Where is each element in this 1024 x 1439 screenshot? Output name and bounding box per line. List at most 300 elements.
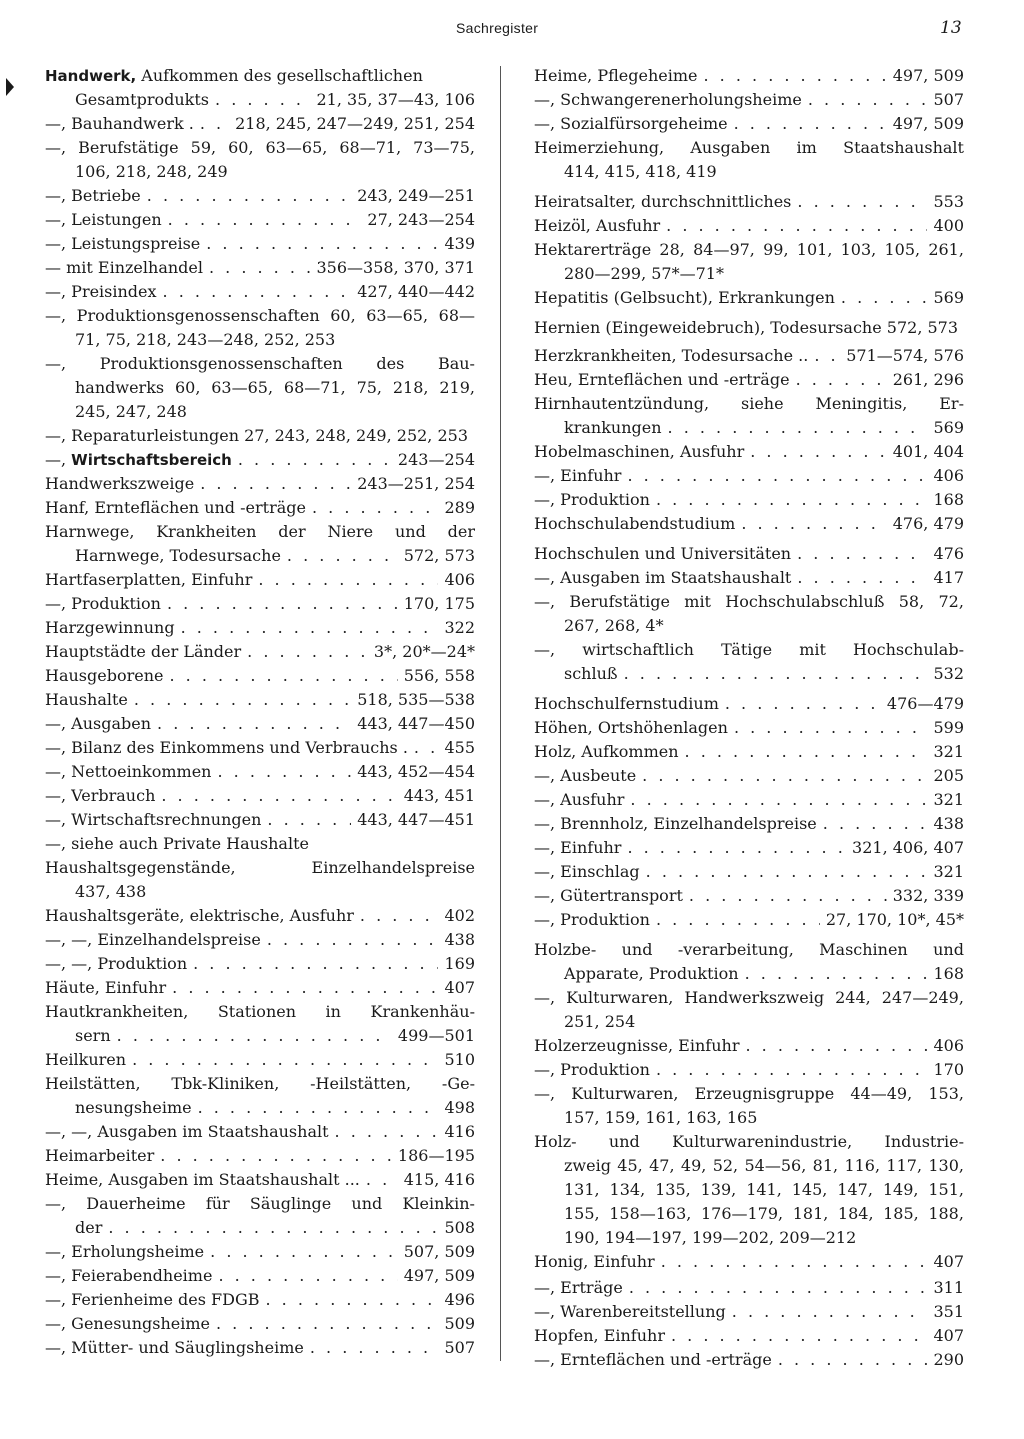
- entry-word: 218,: [392, 378, 429, 397]
- index-entry: [45, 1072, 475, 1120]
- entry-word: 68—: [438, 306, 475, 325]
- entry-continuation-line: [534, 1106, 964, 1130]
- entry-word: Heimerziehung,: [534, 138, 665, 157]
- entry-word: Niere: [327, 522, 374, 541]
- entry-word: Tbk-Kliniken,: [171, 1074, 280, 1093]
- entry-line: [534, 1082, 964, 1106]
- entry-continuation-line: [534, 1226, 964, 1250]
- dot-leader: [732, 1300, 928, 1324]
- dot-leader: [217, 760, 351, 784]
- entry-term: schluß: [564, 664, 618, 683]
- entry-word: 176—179,: [700, 1204, 784, 1223]
- entry-line: [534, 316, 964, 340]
- dot-leader: [172, 976, 438, 1000]
- entry-word: —,: [45, 354, 67, 373]
- entry-word: -Ge-: [441, 1074, 475, 1093]
- entry-term: Heiratsalter, durchschnittliches: [534, 192, 792, 211]
- entry-pages: 402: [444, 906, 475, 925]
- entry-term: Heizöl, Ausfuhr: [534, 216, 661, 235]
- entry-word: handwerks: [75, 378, 165, 397]
- entry-line: [45, 256, 475, 280]
- entry-word: 184,: [837, 1204, 874, 1223]
- entry-pages: 356—358, 370, 371: [316, 258, 475, 277]
- entry-term: —, Ausgaben: [45, 714, 152, 733]
- entry-pages: 509: [444, 1314, 475, 1333]
- entry-line: [45, 280, 475, 304]
- entry-word: Tätige: [721, 640, 773, 659]
- entry-line: [45, 952, 475, 976]
- index-entry: [534, 286, 964, 310]
- entry-term: Hausgeborene: [45, 666, 164, 685]
- dot-leader: [823, 812, 928, 836]
- entry-term: Hopfen, Einfuhr: [534, 1326, 665, 1345]
- entry-word: Maschinen: [819, 940, 908, 959]
- entry-pages: 407: [933, 1326, 964, 1345]
- entry-pages: 415, 416: [403, 1170, 475, 1189]
- entry-word: 139,: [700, 1180, 737, 1199]
- entry-word: 60,: [330, 306, 356, 325]
- entry-pages: 168: [933, 964, 964, 983]
- entry-term: —, Brennholz, Einzelhandelspreise: [534, 814, 817, 833]
- dot-leader: [310, 1336, 439, 1360]
- index-entry: [534, 836, 964, 860]
- entry-word: Kulturwaren,: [571, 1084, 679, 1103]
- entry-term: 414, 415, 418, 419: [564, 162, 717, 181]
- entry-term: Häute, Einfuhr: [45, 978, 167, 997]
- index-entry: [45, 736, 475, 760]
- entry-term: —, Produktion: [45, 594, 161, 613]
- entry-word: —,: [534, 640, 556, 659]
- entry-word: 135,: [655, 1180, 691, 1199]
- index-entry: [45, 568, 475, 592]
- entry-line: [534, 286, 964, 310]
- entry-pages: 518, 535—538: [357, 690, 475, 709]
- entry-word: 58,: [898, 592, 925, 611]
- index-entry: [534, 764, 964, 788]
- entry-pages: 321: [933, 742, 964, 761]
- entry-word: 158—163,: [609, 1204, 692, 1223]
- entry-term: —, Feierabendheime: [45, 1266, 213, 1285]
- entry-word: 147,: [837, 1180, 873, 1199]
- index-entry: [534, 64, 964, 88]
- entry-pages: 169: [444, 954, 475, 973]
- dot-leader: [704, 64, 887, 88]
- entry-term: Hartfaserplatten, Einfuhr: [45, 570, 253, 589]
- entry-pages: 569: [933, 418, 964, 437]
- entry-word: und: [608, 1132, 640, 1151]
- entry-pages: 21, 35, 37—43, 106: [316, 90, 475, 109]
- index-entry: [45, 1264, 475, 1288]
- entry-line: [45, 1120, 475, 1144]
- entry-line: [45, 688, 475, 712]
- index-entry: [45, 304, 475, 352]
- entry-line: [45, 136, 475, 160]
- entry-line: [534, 884, 964, 908]
- entry-word: 63—65,: [366, 306, 429, 325]
- index-entry: [534, 638, 964, 686]
- dot-leader: [160, 1144, 392, 1168]
- entry-line: [534, 1276, 964, 1300]
- entry-word: 244,: [835, 988, 871, 1007]
- entry-line: [534, 1058, 964, 1082]
- entry-continuation-line: [45, 160, 475, 184]
- entry-word: und: [351, 1194, 383, 1213]
- entry-pages: 416: [444, 1122, 475, 1141]
- index-entry: [45, 1312, 475, 1336]
- entry-term: 437, 438: [75, 882, 147, 901]
- entry-pages: 27, 170, 10*, 45*: [825, 910, 964, 929]
- entry-line: [45, 664, 475, 688]
- index-entry: [45, 664, 475, 688]
- entry-pages: 289: [444, 498, 475, 517]
- entry-term: —, Wirtschaftsrechnungen: [45, 810, 262, 829]
- entry-word: Hirnhautentzündung,: [534, 394, 710, 413]
- entry-pages: 497, 509: [403, 1266, 475, 1285]
- index-entry: [534, 716, 964, 740]
- entry-word: 68—71,: [339, 138, 402, 157]
- entry-term: Handwerkszweige: [45, 474, 195, 493]
- entry-word: Holz-: [534, 1132, 577, 1151]
- entry-word: 63—65,: [265, 138, 328, 157]
- entry-word: Einzelhandelspreise: [311, 858, 475, 877]
- index-entry: [45, 1240, 475, 1264]
- dot-leader: [167, 592, 398, 616]
- entry-term: —, Bauhandwerk .: [45, 114, 194, 133]
- entry-term: —, Mütter- und Säuglingsheime: [45, 1338, 304, 1357]
- entry-word: 185,: [883, 1204, 919, 1223]
- entry-word: 81,: [812, 1156, 839, 1175]
- entry-pages: 507: [444, 1338, 475, 1357]
- entry-pages: 170, 175: [403, 594, 475, 613]
- entry-word: Produktionsgenossenschaften: [76, 306, 320, 325]
- dot-leader: [796, 368, 887, 392]
- index-entry: [534, 440, 964, 464]
- index-entry: [534, 590, 964, 638]
- entry-term: Heimarbeiter: [45, 1146, 155, 1165]
- entry-line: [45, 1000, 475, 1024]
- dot-leader: [627, 464, 927, 488]
- index-entry: [534, 860, 964, 884]
- dot-leader: [267, 928, 439, 952]
- index-entry: [45, 640, 475, 664]
- entry-term: Heu, Ernteflächen und -erträge: [534, 370, 790, 389]
- entry-pages: 476—479: [886, 694, 964, 713]
- index-entry: [45, 688, 475, 712]
- index-entry: [534, 692, 964, 716]
- entry-term: nesungsheime: [75, 1098, 192, 1117]
- entry-headword: Handwerk,: [45, 67, 137, 85]
- index-entry: [45, 808, 475, 832]
- entry-pages: 443, 447—450: [357, 714, 475, 733]
- entry-term: —, Einfuhr: [534, 838, 622, 857]
- entry-line: [45, 640, 475, 664]
- entry-line: [534, 566, 964, 590]
- entry-word: Haushaltsgegenstände,: [45, 858, 236, 877]
- entry-word: 153,: [928, 1084, 964, 1103]
- entry-word: Hochschulab-: [853, 640, 964, 659]
- entry-pages: 438: [444, 930, 475, 949]
- entry-term: —, Reparaturleistungen 27, 243, 248, 249, 252, 253: [45, 426, 469, 445]
- index-entry: [45, 928, 475, 952]
- entry-pages: 322: [444, 618, 475, 637]
- column-divider: [500, 66, 501, 1361]
- entry-line: [534, 464, 964, 488]
- entry-term: 106, 218, 248, 249: [75, 162, 228, 181]
- entry-term: Honig, Einfuhr: [534, 1252, 655, 1271]
- index-entry: [45, 424, 475, 448]
- entry-pages: 443, 451: [403, 786, 475, 805]
- dot-leader: [745, 1034, 927, 1058]
- entry-line: [534, 812, 964, 836]
- index-entry: [534, 112, 964, 136]
- index-entry: [534, 788, 964, 812]
- dot-leader: [741, 512, 886, 536]
- entry-line: [534, 1034, 964, 1058]
- entry-word: 44—49,: [850, 1084, 913, 1103]
- dot-leader: [200, 112, 229, 136]
- entry-word: Er-: [939, 394, 964, 413]
- dot-leader: [685, 740, 928, 764]
- entry-word: 45,: [617, 1156, 643, 1175]
- entry-word: Ausgaben: [690, 138, 771, 157]
- entry-term: Hanf, Ernteflächen und -erträge: [45, 498, 306, 517]
- entry-continuation-line: [45, 400, 475, 424]
- entry-line: [534, 190, 964, 214]
- entry-pages: 532: [933, 664, 964, 683]
- entry-term: —, Ausbeute: [534, 766, 637, 785]
- dot-leader: [808, 88, 928, 112]
- entry-continuation-line: [534, 1202, 964, 1226]
- entry-word: Hektarerträge: [534, 240, 652, 259]
- entry-term: 71, 75, 218, 243—248, 252, 253: [75, 330, 336, 349]
- entry-line: [45, 760, 475, 784]
- entry-line: [45, 472, 475, 496]
- entry-pages: 168: [933, 490, 964, 509]
- entry-pages: 3*, 20*—24*: [373, 642, 475, 661]
- index-entry: [45, 256, 475, 280]
- entry-term: —, Ernteflächen und -erträge: [534, 1350, 772, 1369]
- entry-pages: 261, 296: [892, 370, 964, 389]
- entry-word: —,: [45, 1194, 67, 1213]
- entry-line: [45, 1312, 475, 1336]
- entry-word: —,: [534, 592, 556, 611]
- entry-term: 251, 254: [564, 1012, 636, 1031]
- entry-pages: 438: [933, 814, 964, 833]
- entry-word: —,: [45, 306, 67, 325]
- entry-continuation-line: [534, 1154, 964, 1178]
- entry-word: 188,: [928, 1204, 964, 1223]
- index-entry: [45, 448, 475, 472]
- index-entry: [534, 1348, 964, 1372]
- index-entry: [45, 520, 475, 568]
- margin-arrow-icon: [6, 78, 14, 96]
- dot-leader: [624, 662, 928, 686]
- index-entry: [534, 740, 964, 764]
- entry-line: [534, 836, 964, 860]
- dot-leader: [168, 208, 362, 232]
- entry-line: [534, 590, 964, 614]
- dot-leader: [157, 712, 351, 736]
- dot-leader: [656, 908, 820, 932]
- entry-word: 134,: [609, 1180, 646, 1199]
- index-entry: [45, 952, 475, 976]
- entry-line: [45, 1288, 475, 1312]
- entry-continuation-line: [534, 262, 964, 286]
- entry-pages: 443, 447—451: [357, 810, 475, 829]
- entry-pages: 599: [933, 718, 964, 737]
- entry-term: Holzerzeugnisse, Einfuhr: [534, 1036, 740, 1055]
- entry-line: [534, 1250, 964, 1274]
- entry-word: Erzeugnisgruppe: [694, 1084, 835, 1103]
- entry-word: 117,: [886, 1156, 923, 1175]
- entry-line: [45, 1048, 475, 1072]
- entry-word: Berufstätige: [569, 592, 670, 611]
- index-entry: [534, 1130, 964, 1250]
- entry-word: Staatshaushalt: [843, 138, 964, 157]
- index-entry: [534, 1058, 964, 1082]
- index-entry: [534, 986, 964, 1034]
- entry-term: Hauptstädte der Länder: [45, 642, 242, 661]
- entry-term: —, Sozialfürsorgeheime: [534, 114, 728, 133]
- entry-word: Industrie-: [884, 1132, 964, 1151]
- entry-line: [45, 64, 475, 88]
- entry-word: Handwerkszweig: [684, 988, 825, 1007]
- entry-word: 99,: [763, 240, 789, 259]
- entry-word: der: [447, 522, 475, 541]
- entry-line: [45, 352, 475, 376]
- index-entry: [534, 566, 964, 590]
- entry-word: siehe: [740, 394, 784, 413]
- entry-word: 145,: [791, 1180, 828, 1199]
- entry-word: Stationen: [217, 1002, 297, 1021]
- dot-leader: [266, 1288, 439, 1312]
- entry-word: 75,: [356, 378, 383, 397]
- entry-line: [534, 1130, 964, 1154]
- dot-leader: [366, 1168, 398, 1192]
- index-entry: [45, 856, 475, 904]
- entry-word: Kulturwaren,: [566, 988, 674, 1007]
- entry-term: —, —, Produktion: [45, 954, 188, 973]
- entry-term: —, —, Einzelhandelspreise: [45, 930, 261, 949]
- entry-line: [534, 88, 964, 112]
- index-entry: [534, 368, 964, 392]
- entry-pages: 439: [444, 234, 475, 253]
- entry-pages: 170: [933, 1060, 964, 1079]
- entry-pages: 507, 509: [403, 1242, 475, 1261]
- entry-word: Hautkrankheiten,: [45, 1002, 189, 1021]
- index-entry: [534, 542, 964, 566]
- index-entry: [534, 1324, 964, 1348]
- entry-word: 60,: [174, 378, 201, 397]
- entry-word: Meningitis,: [815, 394, 908, 413]
- entry-word: 52,: [712, 1156, 739, 1175]
- entry-line: [534, 740, 964, 764]
- entry-pages: 510: [444, 1050, 475, 1069]
- entry-term: Hochschulabendstudium: [534, 514, 736, 533]
- entry-pages: 407: [933, 1252, 964, 1271]
- entry-term: Höhen, Ortshöhenlagen: [534, 718, 728, 737]
- dot-leader: [200, 472, 351, 496]
- index-entry: [534, 512, 964, 536]
- index-entry: [534, 1300, 964, 1324]
- entry-term: —, Verbrauch: [45, 786, 156, 805]
- dot-leader: [656, 1058, 928, 1082]
- entry-line: [45, 616, 475, 640]
- dot-leader: [666, 214, 927, 238]
- dot-leader: [117, 1024, 392, 1048]
- index-column-right: [534, 64, 964, 1372]
- entry-line: [534, 344, 964, 368]
- entry-word: zweig: [564, 1156, 611, 1175]
- dot-leader: [671, 1324, 927, 1348]
- dot-leader: [218, 1264, 397, 1288]
- index-entry: [45, 1168, 475, 1192]
- index-entry: [45, 1000, 475, 1048]
- entry-headword: Wirtschaftsbereich: [71, 451, 232, 469]
- entry-pages: 406: [933, 466, 964, 485]
- entry-line: [534, 1300, 964, 1324]
- entry-word: -verarbeitung,: [677, 940, 794, 959]
- dot-leader: [193, 952, 438, 976]
- dot-leader: [689, 884, 887, 908]
- index-entry: [45, 64, 475, 112]
- entry-line: [45, 1336, 475, 1360]
- entry-pages: 496: [444, 1290, 475, 1309]
- dot-leader: [169, 664, 397, 688]
- entry-continuation-line: [45, 544, 475, 568]
- index-entry: [45, 760, 475, 784]
- entry-term: —, siehe auch Private Haushalte: [45, 834, 309, 853]
- entry-term: Heime, Ausgaben im Staatshaushalt ...: [45, 1170, 360, 1189]
- entry-word: 105,: [884, 240, 921, 259]
- entry-term: sern: [75, 1026, 111, 1045]
- entry-word: —,: [534, 1084, 556, 1103]
- entry-term: —, Nettoeinkommen: [45, 762, 212, 781]
- entry-line: [45, 904, 475, 928]
- entry-term: der: [75, 1218, 103, 1237]
- entry-term: Hernien (Eingeweidebruch), Todesursache 572, 573: [534, 318, 959, 337]
- entry-line: [534, 542, 964, 566]
- entry-pages: 186—195: [397, 1146, 475, 1165]
- entry-term: —, Gütertransport: [534, 886, 683, 905]
- dot-leader: [797, 190, 927, 214]
- entry-word: 47,: [649, 1156, 675, 1175]
- index-entry: [534, 812, 964, 836]
- entry-continuation-line: [534, 1178, 964, 1202]
- index-entry: [45, 232, 475, 256]
- entry-line: [534, 440, 964, 464]
- entry-term: —, Betriebe: [45, 186, 141, 205]
- entry-word: Holzbe-: [534, 940, 597, 959]
- index-entry: [45, 1048, 475, 1072]
- dot-leader: [646, 860, 928, 884]
- index-entry: [45, 1120, 475, 1144]
- dot-leader: [181, 616, 439, 640]
- entry-word: 155,: [564, 1204, 600, 1223]
- entry-word: 151,: [928, 1180, 964, 1199]
- entry-line: [534, 512, 964, 536]
- index-entry: [534, 190, 964, 214]
- entry-word: 73—75,: [413, 138, 475, 157]
- entry-pages: 243—254: [397, 450, 475, 469]
- dot-leader: [630, 788, 927, 812]
- dot-leader: [210, 1240, 398, 1264]
- index-entry: [534, 316, 964, 340]
- entry-continuation-line: [45, 328, 475, 352]
- dot-leader: [258, 568, 438, 592]
- entry-continuation-line: [534, 160, 964, 184]
- entry-pages: 455: [444, 738, 475, 757]
